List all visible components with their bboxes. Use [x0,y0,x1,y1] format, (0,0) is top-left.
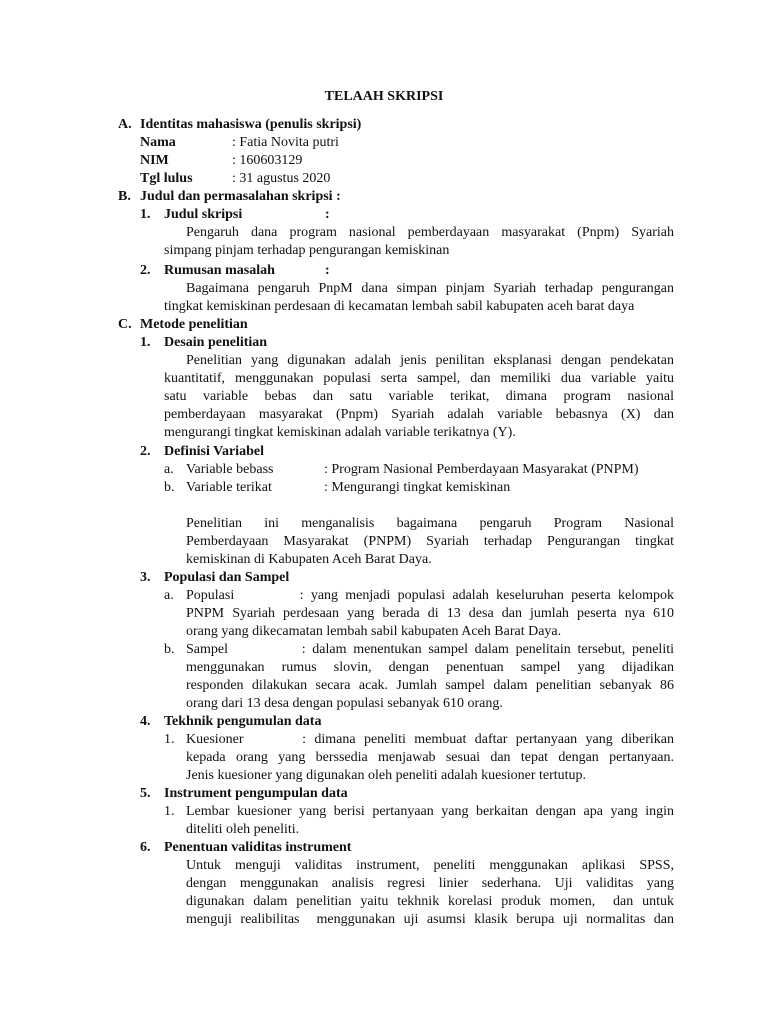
c6-line: Untuk menguji validitas instrument, peneliti menggunakan aplikasi SPSS, [186,858,674,873]
c1-label: Desain penelitian [164,335,268,350]
c4-1-line: kepada orang yang berssedia menjawab sesuai dan tepat dengan pertanyaan. [186,750,674,765]
c1-line: pemberdayaan masyarakat (Pnpm) Syariah adalah variable bebasnya (X) dan [164,407,674,422]
c2b-letter: b. [164,480,175,495]
field-label-tgl-lulus: Tgl lulus [140,171,193,186]
field-value-tgl-lulus: : 31 agustus 2020 [232,171,331,186]
b1-line: simpang pinjam terhadap pengurangan kemiskinan [164,243,450,258]
c2a-letter: a. [164,462,174,477]
c3b-line: responden dilakukan secara acak. Jumlah sampel dalam penelitian sebanyak 86 [186,678,674,693]
b1-colon: : [325,207,330,222]
c5-1-line: Lembar kuesioner yang berisi pertanyaan yang berkaitan dengan apa yang ingin [186,804,674,819]
c2-paragraph [186,515,674,569]
c2-para-line: kemiskinan di Kabupaten Aceh Barat Daya. [186,552,432,567]
c1-number: 1. [140,335,151,350]
b1-text [164,224,674,260]
c4-label: Tekhnik pengumulan data [164,714,322,729]
c2-para-line: Penelitian ini menganalisis bagaimana pengaruh Program Nasional [186,516,674,531]
c6-line: dengan menggunakan analisis regresi linier sederhana. Uji validitas yang [186,876,674,891]
b1-label: Judul skripsi [164,207,243,222]
c3b-letter: b. [164,642,175,657]
c3a-letter: a. [164,588,174,603]
c3-number: 3. [140,570,151,585]
c3b-line: menggunakan rumus slovin, dengan penentuan sampel yang dijadikan [186,660,674,675]
section-b-letter: B. [118,189,131,204]
c6-line: menguji realibilitas menggunakan uji asumsi klasik berupa uji normalitas dan [186,912,674,927]
b2-line: tingkat kemiskinan perdesaan di kecamatan lembah sabil kabupaten aceh barat daya [164,299,635,314]
c6-number: 6. [140,840,151,855]
c5-1-text [186,803,674,839]
section-b-heading: Judul dan permasalahan skripsi : [140,189,341,204]
c2a-label: Variable bebass [186,462,274,477]
c2a-value: : Program Nasional Pemberdayaan Masyarakat (PNPM) [324,462,639,477]
section-a-heading: Identitas mahasiswa (penulis skripsi) [140,117,362,132]
c2-number: 2. [140,444,151,459]
c2b-label: Variable terikat [186,480,272,495]
c1-line: Penelitian yang digunakan adalah jenis penilitan eksplanasi dengan pendekatan [186,353,674,368]
field-value-nim: : 160603129 [232,153,303,168]
b2-text [164,280,674,316]
c1-line: kuantitatif, menggunakan populasi serta sampel, dan memiliki dua variable yaitu [164,371,674,386]
b2-number: 2. [140,263,151,278]
field-label-nama: Nama [140,135,176,150]
section-c-heading: Metode penelitian [140,317,248,332]
c4-number: 4. [140,714,151,729]
c5-label: Instrument pengumpulan data [164,786,348,801]
c4-1-text [186,731,674,785]
c6-text [186,857,674,929]
c1-text [164,352,674,442]
c3b-text [186,641,674,713]
b2-colon: : [325,263,330,278]
c3-label: Populasi dan Sampel [164,570,290,585]
c3b-line: Sampel : dalam menentukan sampel dalam penelitain tersebut, peneliti [186,642,674,657]
b2-line: Bagaimana pengaruh PnpM dana simpan pinjam Syariah terhadap pengurangan [186,281,674,296]
document-title: TELAAH SKRIPSI [324,89,444,104]
section-a-letter: A. [118,117,132,132]
c6-label: Penentuan validitas instrument [164,840,352,855]
c5-1-number: 1. [164,804,175,819]
c5-1-line: diteliti oleh peneliti. [186,822,300,837]
c3a-text [186,587,674,641]
c3a-line: orang yang dikecamatan lembah sabil kabupaten Aceh Barat Daya. [186,624,562,639]
c3a-line: PNPM Syariah perdesaan yang berada di 13 desa dan jumlah peserta nya 610 [186,606,674,621]
c2b-value: : Mengurangi tingkat kemiskinan [324,480,511,495]
field-value-nama: : Fatia Novita putri [232,135,339,150]
b2-label: Rumusan masalah [164,263,275,278]
c4-1-number: 1. [164,732,175,747]
c5-number: 5. [140,786,151,801]
c4-1-line: Jenis kuesioner yang digunakan oleh peneliti adalah kuesioner tertutup. [186,768,587,783]
b1-number: 1. [140,207,151,222]
c2-para-line: Pemberdayaan Masyarakat (PNPM) Syariah terhadap Pengurangan tingkat [186,534,674,549]
c3a-line: Populasi : yang menjadi populasi adalah keseluruhan peserta kelompok [186,588,674,603]
c2-label: Definisi Variabel [164,444,264,459]
field-label-nim: NIM [140,153,169,168]
c1-line: satu variable bebas dan satu variable terikat, dimana program nasional [164,389,674,404]
c1-line: mengurangi tingkat kemiskinan adalah variable terikatnya (Y). [164,425,516,440]
section-c-letter: C. [118,317,132,332]
c6-line: digunakan dalam penelitian yaitu tekhnik korelasi produk momen, dan untuk [186,894,674,909]
c4-1-line: Kuesioner : dimana peneliti membuat daftar pertanyaan yang diberikan [186,732,674,747]
c3b-line: orang dari 13 desa dengan populasi sebanyak 610 orang. [186,696,503,711]
b1-line: Pengaruh dana program nasional pemberdayaan masyarakat (Pnpm) Syariah [186,225,674,240]
